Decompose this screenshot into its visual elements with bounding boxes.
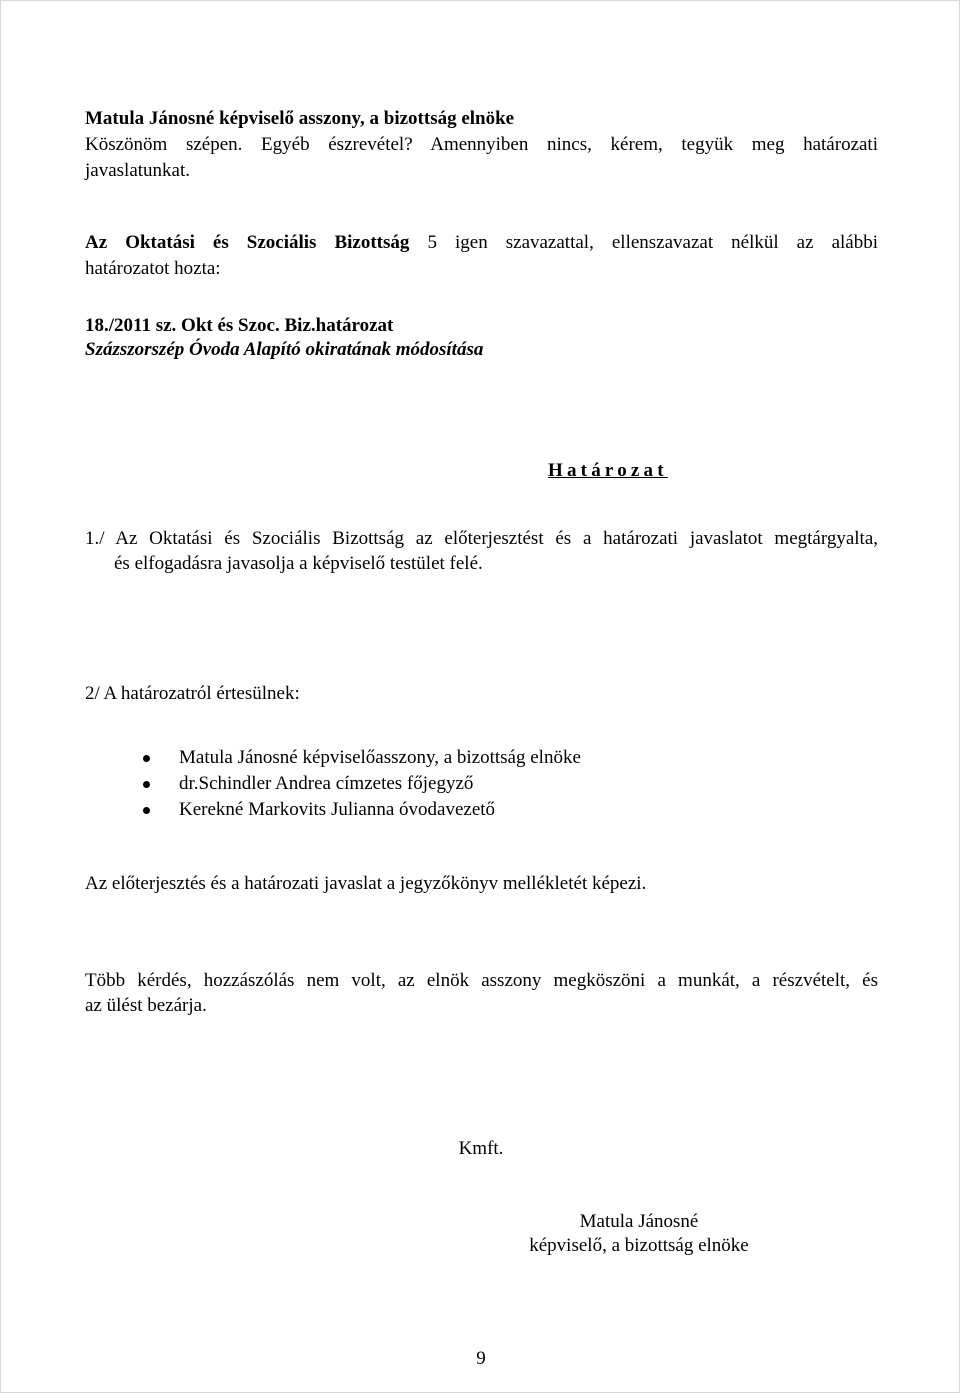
bullet-icon <box>143 807 150 814</box>
list-item <box>141 771 581 797</box>
resolution-heading: Határozat <box>548 460 668 481</box>
speaker-text-line2: javaslatunkat. <box>85 160 190 181</box>
signature-title: képviselő, a bizottság elnöke <box>529 1235 749 1256</box>
closing-line2: az ülést bezárja. <box>85 995 207 1016</box>
signature-name: Matula Jánosné <box>579 1211 699 1232</box>
list-item <box>141 745 581 771</box>
recipient-list <box>141 745 581 823</box>
bullet-icon <box>143 755 150 762</box>
recipient-name: dr.Schindler Andrea címzetes főjegyző <box>179 773 474 794</box>
committee-name: Az Oktatási és Szociális Bizottság <box>85 232 410 253</box>
point1-line2: és elfogadásra javasolja a képviselő testület felé. <box>114 553 483 574</box>
kmft-label: Kmft. <box>458 1138 504 1159</box>
speaker-text-line1: Köszönöm szépen. Egyéb észrevétel? Amennyiben nincs, kérem, tegyük meg határozati <box>85 134 878 155</box>
recipient-name: Matula Jánosné képviselőasszony, a bizottság elnöke <box>179 747 581 768</box>
list-item <box>141 797 581 823</box>
vote-statement-line2: határozatot hozta: <box>85 258 221 279</box>
speaker-name: Matula Jánosné képviselő asszony, a bizottság elnöke <box>85 108 515 129</box>
recipient-name: Kerekné Markovits Julianna óvodavezető <box>179 799 496 820</box>
vote-statement-line1 <box>85 230 878 256</box>
vote-result: 5 igen szavazattal, ellenszavazat nélkül az alábbi <box>427 232 879 253</box>
bullet-icon <box>143 781 150 788</box>
resolution-number: 18./2011 sz. Okt és Szoc. Biz.határozat <box>85 315 394 336</box>
closing-line1: Több kérdés, hozzászólás nem volt, az elnök asszony megköszöni a munkát, a részvételt, és <box>85 970 878 991</box>
page-number: 9 <box>476 1348 486 1369</box>
attachment-note: Az előterjesztés és a határozati javaslat a jegyzőkönyv mellékletét képezi. <box>85 873 647 894</box>
point1-line1: 1./ Az Oktatási és Szociális Bizottság az előterjesztést és a határozati javaslatot megtárgyalta, <box>85 528 878 549</box>
resolution-subject: Százszorszép Óvoda Alapító okiratának módosítása <box>85 339 484 360</box>
point2-label: 2/ A határozatról értesülnek: <box>85 683 300 704</box>
